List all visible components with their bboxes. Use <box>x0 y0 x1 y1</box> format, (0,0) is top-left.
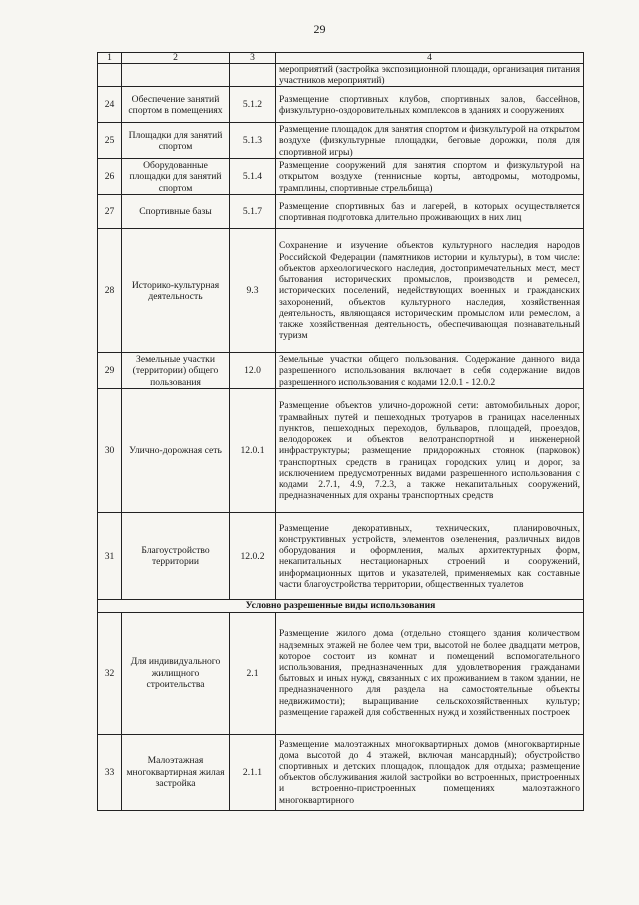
page-number: 29 <box>313 22 326 36</box>
land-use-name: Земельные участки (территории) общего пользования <box>122 353 230 389</box>
row-number: 24 <box>98 87 122 123</box>
land-use-code: 5.1.3 <box>230 123 276 159</box>
row-number: 27 <box>98 195 122 229</box>
row-number: 31 <box>98 513 122 600</box>
land-use-name: Обеспечение занятий спортом в помещениях <box>122 87 230 123</box>
land-use-description: Сохранение и изучение объектов культурного наследия народов Российской Федерации (памятников истории и культуры), в том числе: объектов археологического наследия, достопримечательных мест, мест бытования исторических промыслов, производств и ремесел, исторических поселений, недействующих военных и гражданских захоронений, объектов культурного наследия, хозяйственная деятельность, являющаяся историческим промыслом или ремеслом, а также хозяйственная деятельность, обеспечивающая познавательный туризм <box>276 229 584 353</box>
section-title: Условно разрешенные виды использования <box>98 600 584 612</box>
land-use-table <box>97 52 584 811</box>
table-row <box>98 123 584 159</box>
section-header-row <box>98 600 584 612</box>
land-use-name: Благоустройство территории <box>122 513 230 600</box>
land-use-code: 2.1 <box>230 612 276 734</box>
header-row <box>98 53 584 64</box>
land-use-code: 5.1.2 <box>230 87 276 123</box>
land-use-code: 12.0.2 <box>230 513 276 600</box>
land-use-description: Размещение спортивных клубов, спортивных залов, бассейнов, физкультурно-оздоровительных комплексов в зданиях и сооружениях <box>276 87 584 123</box>
land-use-code: 12.0 <box>230 353 276 389</box>
land-use-name: Спортивные базы <box>122 195 230 229</box>
row-number: 30 <box>98 389 122 513</box>
header-col-4: 4 <box>276 53 584 64</box>
table-row <box>98 87 584 123</box>
land-use-code: 9.3 <box>230 229 276 353</box>
row-number: 32 <box>98 612 122 734</box>
table-row <box>98 195 584 229</box>
table-row <box>98 389 584 513</box>
land-use-code: 2.1.1 <box>230 734 276 810</box>
land-use-code: 5.1.4 <box>230 159 276 195</box>
table-row <box>98 513 584 600</box>
land-use-code: 12.0.1 <box>230 389 276 513</box>
row-number: 33 <box>98 734 122 810</box>
table-row <box>98 229 584 353</box>
land-use-description: Размещение площадок для занятия спортом и физкультурой на открытом воздухе (физкультурные площадки, беговые дорожки, поля для спортивной игры) <box>276 123 584 159</box>
land-use-description: Размещение жилого дома (отдельно стоящего здания количеством надземных этажей не более чем три, высотой не более двадцати метров, которое состоит из комнат и помещений вспомогательного использования, предназначенных для удовлетворения гражданами бытовых и иных нужд, связанных с их проживанием в таком здании, не предназначенного для раздела на самостоятельные объекты недвижимости); выращивание сельскохозяйственных культур; размещение гаражей для собственных нужд и хозяйственных построек <box>276 612 584 734</box>
table-row <box>98 159 584 195</box>
table-row <box>98 353 584 389</box>
land-use-name: Малоэтажная многоквартирная жилая застройка <box>122 734 230 810</box>
header-col-1: 1 <box>98 53 122 64</box>
land-use-description: Размещение декоративных, технических, планировочных, конструктивных устройств, элементов озеленения, различных видов оборудования и оформления, малых архитектурных форм, некапитальных нестационарных строений и сооружений, информационных щитов и указателей, применяемых как составные части благоустройства территории, общественных туалетов <box>276 513 584 600</box>
land-use-name: Историко-культурная деятельность <box>122 229 230 353</box>
header-col-2: 2 <box>122 53 230 64</box>
land-use-description: Размещение малоэтажных многоквартирных домов (многоквартирные дома высотой до 4 этажей, включая мансардный); обустройство спортивных и детских площадок, площадок для отдыха; размещение объектов обслуживания жилой застройки во встроенных, пристроенных и встроенно-пристроенных помещениях малоэтажного многоквартирного <box>276 734 584 810</box>
row-number: 26 <box>98 159 122 195</box>
table-row <box>98 612 584 734</box>
row-number: 28 <box>98 229 122 353</box>
continuation-row <box>98 64 584 87</box>
land-use-description: Размещение объектов улично-дорожной сети: автомобильных дорог, трамвайных путей и пешеходных тротуаров в границах населенных пунктов, пешеходных переходов, бульваров, площадей, проездов, велодорожек и объектов велотранспортной и инженерной инфраструктуры; размещение придорожных стоянок (парковок) транспортных средств в границах городских улиц и дорог, за исключением предусмотренных видами разрешенного использования с кодами 2.7.1, 4.9, 7.2.3, а также некапитальных сооружений, предназначенных для охраны транспортных средств <box>276 389 584 513</box>
land-use-name: Площадки для занятий спортом <box>122 123 230 159</box>
header-col-3: 3 <box>230 53 276 64</box>
row-number: 25 <box>98 123 122 159</box>
continuation-text: мероприятий (застройка экспозиционной площади, организация питания участников мероприятий) <box>276 64 584 87</box>
land-use-description: Земельные участки общего пользования. Содержание данного вида разрешенного использования включает в себя содержание видов разрешенного использования с кодами 12.0.1 - 12.0.2 <box>276 353 584 389</box>
land-use-code: 5.1.7 <box>230 195 276 229</box>
land-use-name: Улично-дорожная сеть <box>122 389 230 513</box>
land-use-description: Размещение спортивных баз и лагерей, в которых осуществляется спортивная подготовка длительно проживающих в них лиц <box>276 195 584 229</box>
land-use-name: Оборудованные площадки для занятий спортом <box>122 159 230 195</box>
row-number: 29 <box>98 353 122 389</box>
land-use-description: Размещение сооружений для занятия спортом и физкультурой на открытом воздухе (теннисные корты, автодромы, мотодромы, трамплины, спортивные стрельбища) <box>276 159 584 195</box>
land-use-name: Для индивидуального жилищного строительства <box>122 612 230 734</box>
table-row <box>98 734 584 810</box>
